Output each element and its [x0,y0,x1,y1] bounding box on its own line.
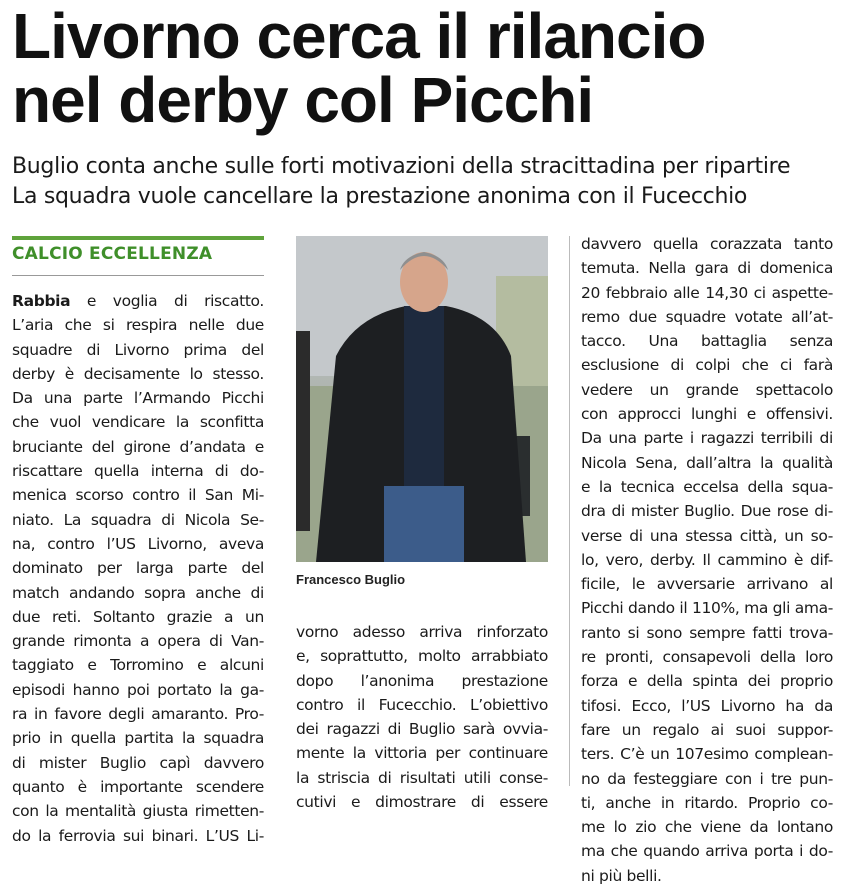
article-line: davvero quella corazzata tanto [581,235,833,253]
subheadline [12,152,837,212]
lead-word: Rabbia [12,292,71,310]
subheadline-line-1: Buglio conta anche sulle forti motivazioni della stracittadina per ripartire [12,154,791,179]
article-line: niato. La squadra di Nicola Se- [12,510,264,529]
article-line: ficile, le avversarie arrivano al [581,575,833,594]
article-line: remo due squadre votate all’at- [581,307,833,326]
article-line: menica scorso contro il San Mi- [12,486,264,505]
article-line: con approcci lunghi e offensivi. [581,405,833,424]
article-column-1 [12,289,264,848]
article-line: Picchi dando il 110%, ma gli ama- [581,599,833,618]
article-line: di mister Buglio capì davvero [12,753,264,772]
coach-sweater [404,306,444,486]
article-line: bruciante del girone d’andata e [12,437,264,456]
article-line: episodi hanno poi portato la ga- [12,680,264,699]
headline [12,0,837,136]
article-column-2 [296,620,548,814]
article-line: tifosi. Ecco, l’US Livorno ha da [581,696,833,715]
article-line: vedere un grande spettacolo [581,380,833,399]
article-line: L’aria che si respira nelle due [12,316,264,335]
article-line: vorno adesso arriva rinforzato [296,623,548,641]
article-column-3 [581,232,833,888]
article-line: che vuol vendicare la sconfitta [12,413,264,432]
article-line: dominato per larga parte del [12,559,264,578]
article-line: no da festeggiare con i tre pun- [581,769,833,788]
article-line: ters. C’è un 107esimo complean- [581,745,833,764]
headline-line-2: nel derby col Picchi [12,64,594,136]
article-line: prio in quella partita la squadra [12,729,264,748]
article-line: me lo zio che viene da lontano [581,818,833,837]
coach-photo-illustration [296,236,548,562]
article-line [12,289,264,313]
article-line: e la tecnica eccelsa della squa- [581,477,833,496]
article-line: ma che quando arriva porta i do- [581,842,833,861]
article-line: squadre di Livorno prima del [12,340,264,359]
article-line-text: e voglia di riscatto. [70,292,264,310]
article-line: dra di mister Buglio. Due rose di- [581,502,833,521]
article-line: do la ferrovia sui binari. L’US Li- [12,826,264,845]
article-line: Da una parte i ragazzi terribili di [581,429,833,448]
article-line: mente la vittoria per continuare [296,744,548,763]
article-line: derby è decisamente lo stesso. [12,364,264,383]
article-line: na, contro l’US Livorno, aveva [12,534,264,553]
article-line: Nicola Sena, dall’altra la qualità [581,453,833,472]
article-line: 20 febbraio alle 14,30 ci aspette- [581,283,833,302]
photo-bystander-left [296,331,310,531]
article-line: contro il Fucecchio. L’obiettivo [296,695,548,714]
article-line: taggiato e Torromino e alcuni [12,656,264,675]
article-line: ti, anche in ritardo. Proprio co- [581,793,833,812]
section-label: CALCIO ECCELLENZA [12,244,213,264]
article-line: grande rimonta a opera di Van- [12,632,264,651]
article-line: verse di una stessa città, un so- [581,526,833,545]
column-divider [569,236,570,786]
section-rule [12,236,264,240]
article-line: la striscia di risultati utili conse- [296,768,548,787]
article-line: quanto è importante scendere [12,777,264,796]
article-line: re pronti, consapevoli della loro [581,648,833,667]
coach-jeans [384,486,464,562]
article-line: ranto si sono sempre fatti trova- [581,623,833,642]
article-line: esclusione di colpi che ci farà [581,356,833,375]
article-line: match andando sopra anche di [12,583,264,602]
article-line: con la mentalità giusta rimetten- [12,802,264,821]
article-line: ni più belli. [581,866,662,885]
headline-line-1: Livorno cerca il rilancio [12,0,706,72]
subheadline-line-2: La squadra vuole cancellare la prestazione anonima con il Fucecchio [12,184,748,209]
section-underline [12,275,264,276]
article-line: due reti. Soltanto grazie a un [12,607,264,626]
article-line: forza e della spinta dei proprio [581,672,833,691]
article-line: dopo l’anonima prestazione [296,671,548,690]
article-line: Da una parte l’Armando Picchi [12,389,264,408]
article-line: temuta. Nella gara di domenica [581,259,833,278]
article-line: riscattare quella interna di do- [12,462,264,481]
article-line: lo, vero, derby. Il cammino è dif- [581,550,833,569]
photo-caption: Francesco Buglio [296,572,406,587]
article-line: ra in favore degli amaranto. Pro- [12,705,264,724]
coach-photo [296,236,548,562]
article-line: cutivi e dimostrare di essere [296,793,548,812]
article-line: fare un regalo ai suoi suppor- [581,720,833,739]
article-line: tacco. Una battaglia senza [581,332,833,351]
article-line: dei ragazzi di Buglio sarà ovvia- [296,720,548,739]
article-line: e, soprattutto, molto arrabbiato [296,647,548,666]
